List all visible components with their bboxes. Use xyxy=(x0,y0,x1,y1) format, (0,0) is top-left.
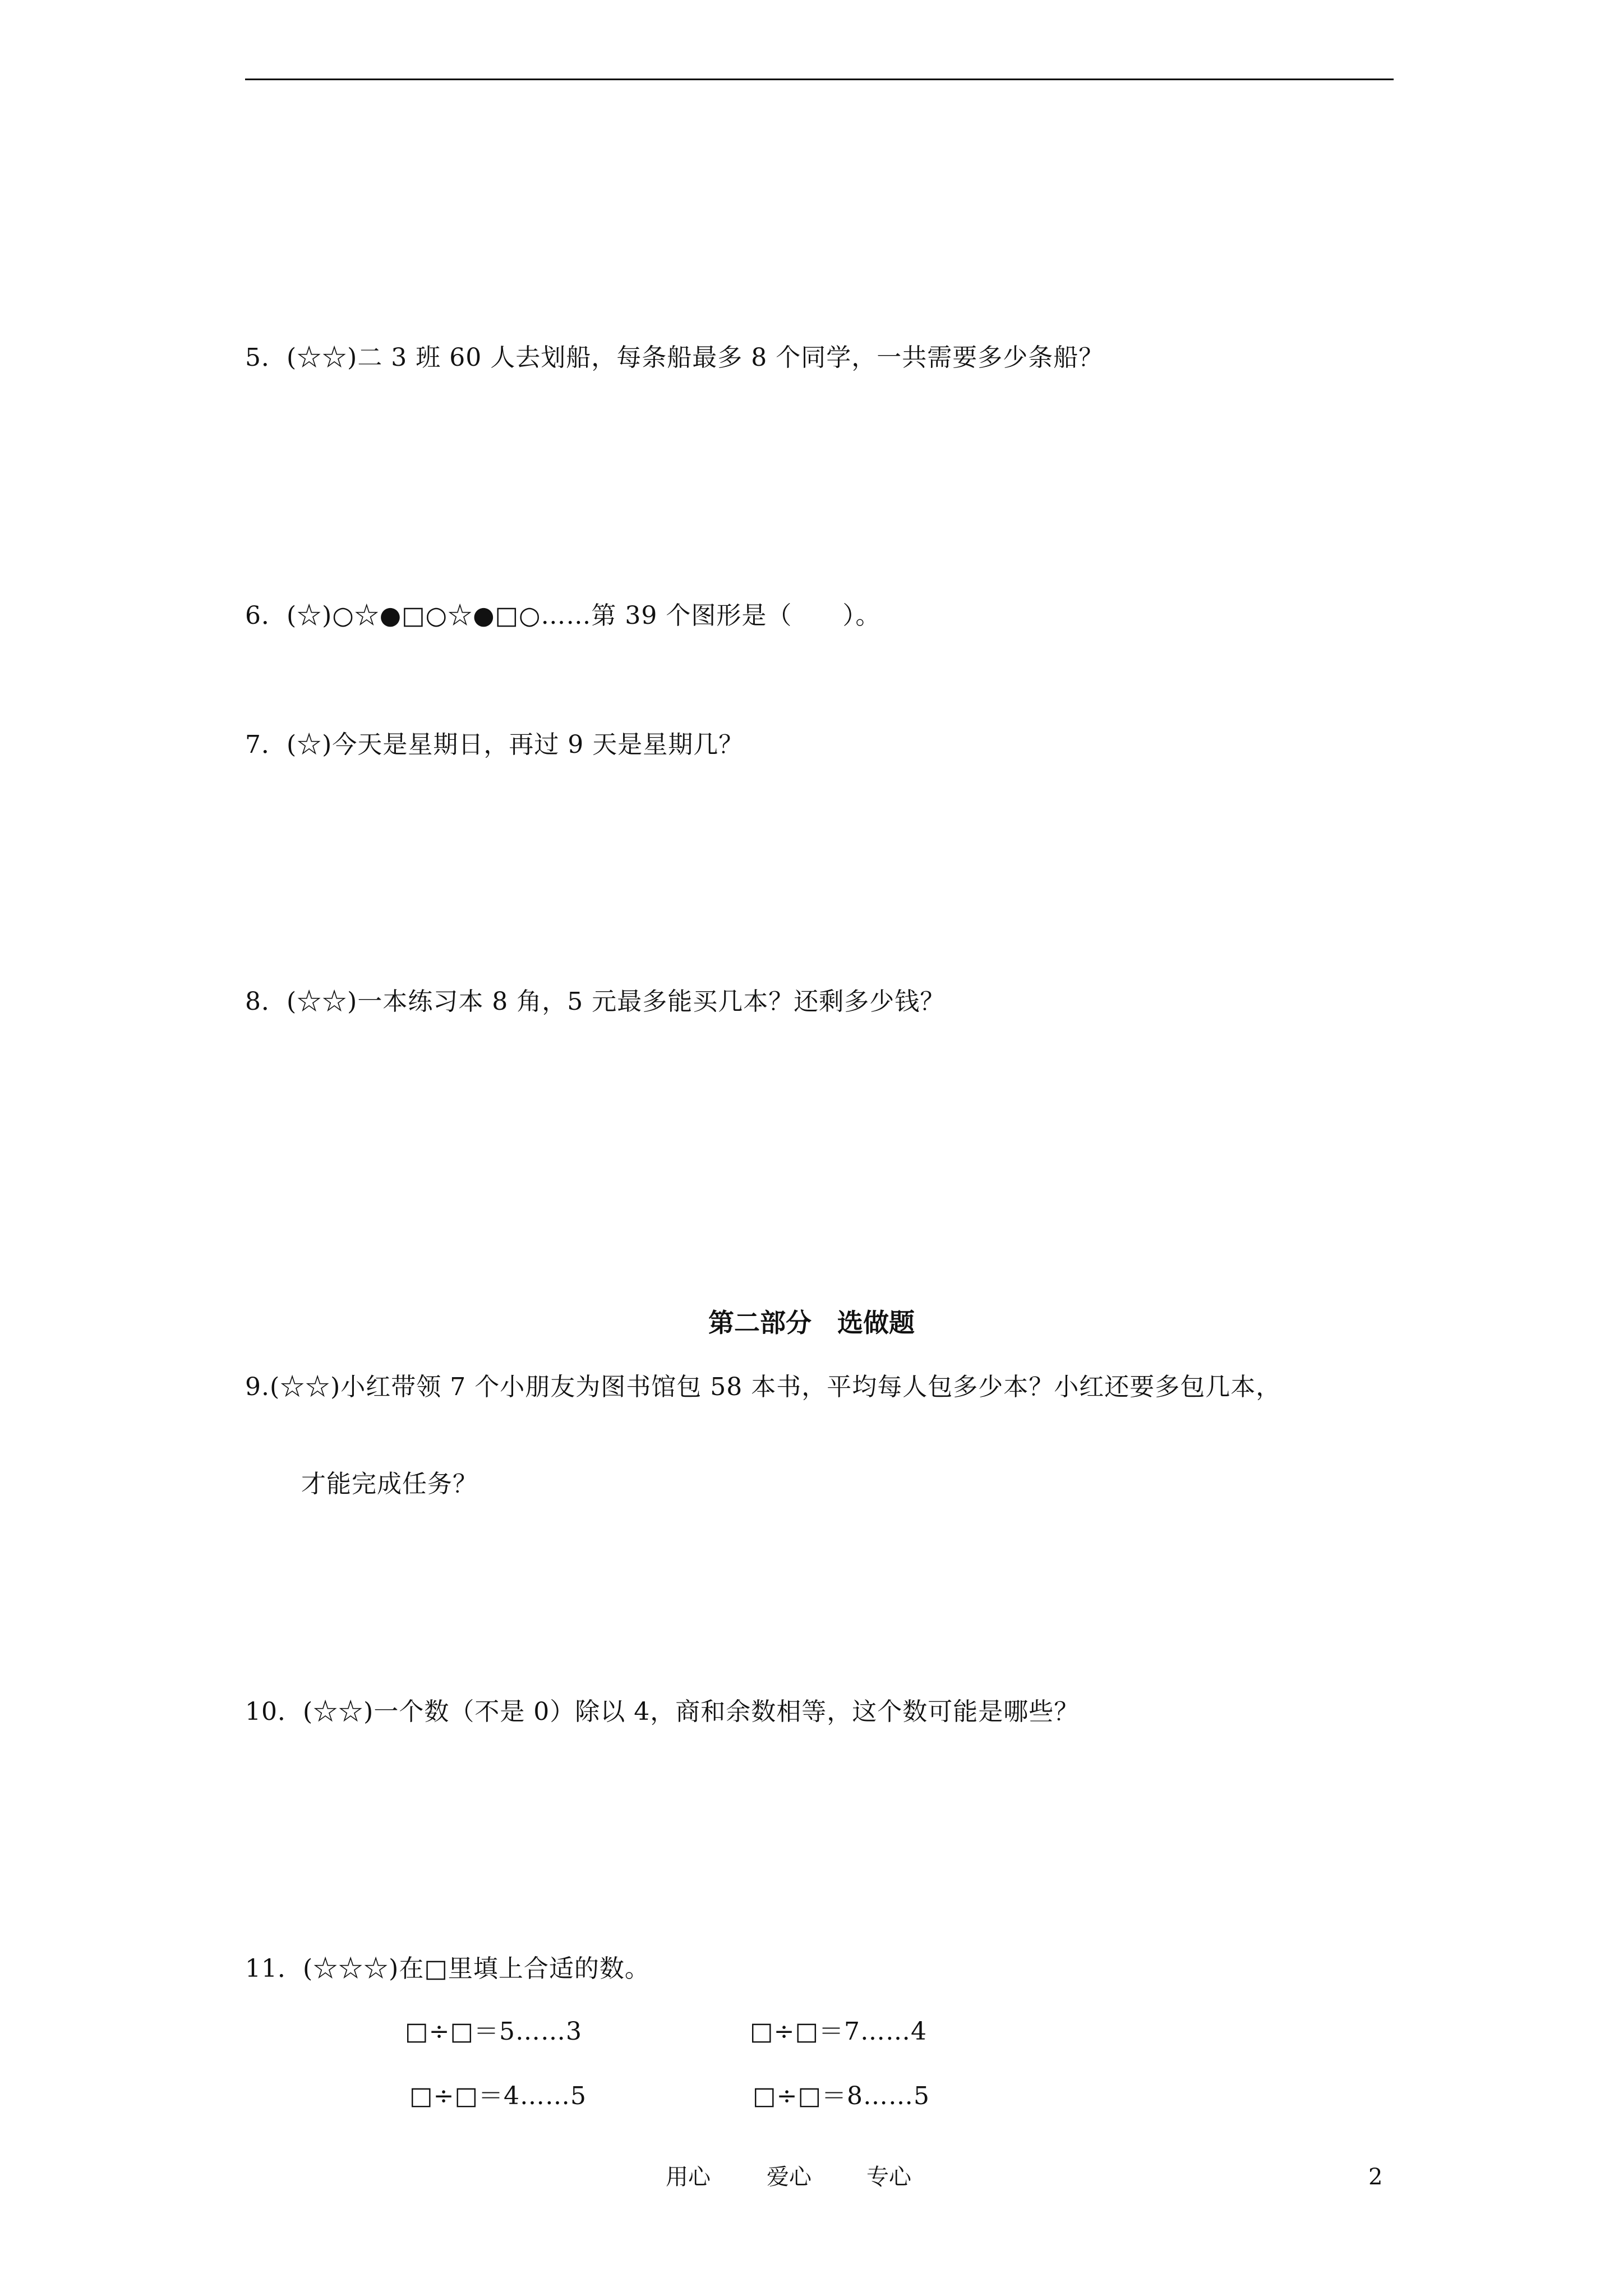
equation-row2-right: □÷□＝8……5 xyxy=(753,2082,930,2110)
question-10: 10．(☆☆)一个数（不是 0）除以 4，商和余数相等，这个数可能是哪些？ xyxy=(245,1697,1080,1726)
section-title: 第二部分 选做题 xyxy=(708,1308,915,1338)
question-11: 11．(☆☆☆)在□里填上合适的数。 xyxy=(245,1954,650,1983)
header-rule xyxy=(245,79,1394,80)
page-number: 2 xyxy=(1368,2164,1383,2190)
question-6: 6．(☆)○☆●□○☆●□○……第 39 个图形是（ ）。 xyxy=(245,601,881,630)
equation-row1-left: □÷□＝5……3 xyxy=(405,2017,582,2046)
footer-motto-2: 爱心 xyxy=(767,2164,811,2190)
equation-row1-right: □÷□＝7……4 xyxy=(750,2017,927,2046)
question-9-line-2: 才能完成任务？ xyxy=(301,1470,478,1498)
equation-row2-left: □÷□＝4……5 xyxy=(409,2082,587,2110)
question-5: 5．(☆☆)二 3 班 60 人去划船，每条船最多 8 个同学，一共需要多少条船？ xyxy=(245,343,1104,372)
question-9-line-1: 9.(☆☆)小红带领 7 个小朋友为图书馆包 58 本书，平均每人包多少本？小红还要多包几本， xyxy=(245,1373,1281,1401)
footer-motto-1: 用心 xyxy=(666,2164,711,2190)
question-7: 7．(☆)今天是星期日，再过 9 天是星期几？ xyxy=(245,730,744,759)
footer-motto-3: 专心 xyxy=(866,2164,911,2190)
question-8: 8．(☆☆)一本练习本 8 角，5 元最多能买几本？还剩多少钱？ xyxy=(245,987,946,1016)
